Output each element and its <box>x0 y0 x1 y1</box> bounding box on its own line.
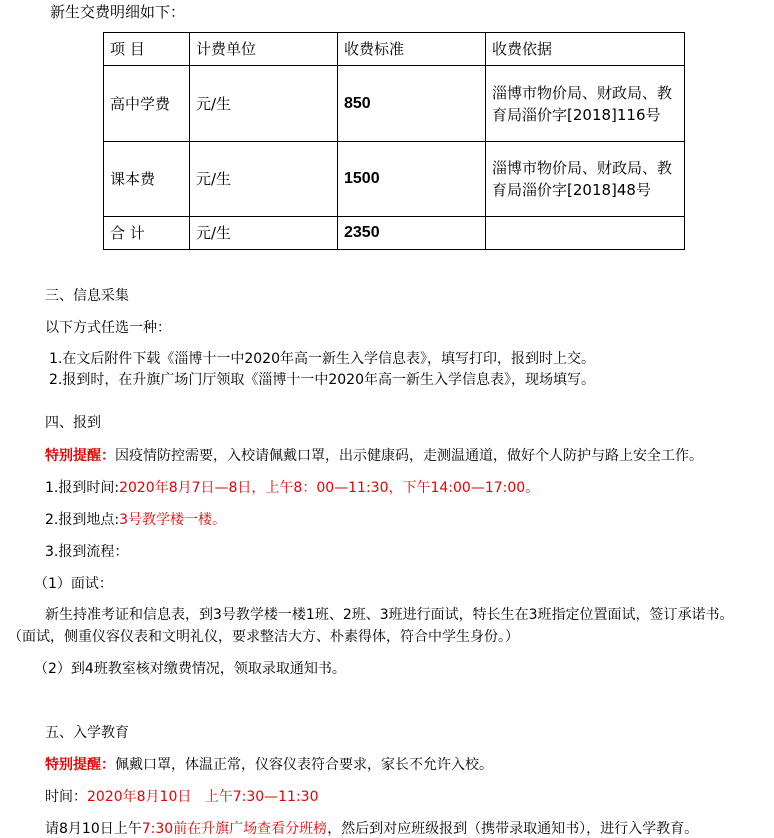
report-time-label: 1.报到时间: <box>45 480 120 496</box>
cell-basis <box>486 66 685 142</box>
education-time-label: 时间： <box>45 789 87 805</box>
report-place-value: 3号教学楼一楼。 <box>119 512 226 528</box>
reminder-text: 因疫情防控需要，入校请佩戴口罩，出示健康码，走测温通道，做好个人防护与路上安全工作。 <box>115 448 703 464</box>
instruction-part-1: 请8月10日上午 <box>45 821 142 837</box>
table-row <box>104 217 685 250</box>
basis-text: 淄博市物价局、财政局、教育局淄价字[2018]48号 <box>492 159 673 199</box>
section5-title: 五、入学教育 <box>45 725 129 741</box>
report-process: 3.报到流程： <box>45 544 129 560</box>
education-time <box>45 788 319 806</box>
table-row <box>104 66 685 142</box>
cell-amount: 1500 <box>338 142 486 217</box>
fee-intro: 新生交费明细如下： <box>50 3 186 21</box>
section3-title: 三、信息采集 <box>45 288 129 304</box>
step1-note: （面试，侧重仪容仪表和文明礼仪，要求整洁大方、朴素得体，符合中学生身份。） <box>8 629 519 645</box>
header-unit: 计费单位 <box>190 33 338 66</box>
header-amount: 收费标准 <box>338 33 486 66</box>
report-place <box>45 511 226 529</box>
section3-lead: 以下方式任选一种： <box>45 320 171 336</box>
section3-item-2: 2.报到时，在升旗广场门厅领取《淄博十一中2020年高一新生入学信息表》，现场填写。 <box>49 372 595 388</box>
cell-amount: 2350 <box>338 217 486 250</box>
cell-item: 合 计 <box>104 217 190 250</box>
fee-table <box>103 32 685 250</box>
cell-basis <box>486 217 685 250</box>
basis-text: 淄博市物价局、财政局、教育局淄价字[2018]116号 <box>492 83 673 124</box>
instruction-part-3: ，然后到对应班级报到（携带录取通知书），进行入学教育。 <box>327 821 699 837</box>
cell-unit: 元/生 <box>190 142 338 217</box>
report-time <box>45 479 539 497</box>
table-row <box>104 142 685 217</box>
header-item: 项 目 <box>104 33 190 66</box>
report-time-value: 2020年8月7日—8日，上午8：00—11:30，下午14:00—17:00。 <box>119 480 540 496</box>
report-place-label: 2.报到地点: <box>45 512 120 528</box>
header-basis: 收费依据 <box>486 33 685 66</box>
table-header-row <box>104 33 685 66</box>
education-instruction <box>45 820 698 838</box>
cell-item: 高中学费 <box>104 66 190 142</box>
cell-item: 课本费 <box>104 142 190 217</box>
cell-amount: 850 <box>338 66 486 142</box>
step2-text: （2）到4班教室核对缴费情况，领取录取通知书。 <box>34 661 346 677</box>
reminder-label: 特别提醒： <box>45 757 115 773</box>
step1-text: 新生持准考证和信息表，到3号教学楼一楼1班、2班、3班进行面试，特长生在3班指定位置面试，签订承诺书。 <box>45 607 734 623</box>
education-time-value: 2020年8月10日 上午7:30—11:30 <box>87 789 319 805</box>
cell-basis <box>486 142 685 217</box>
step1-title: （1）面试： <box>34 576 113 592</box>
cell-unit: 元/生 <box>190 66 338 142</box>
reminder-text: 佩戴口罩，体温正常，仪容仪表符合要求，家长不允许入校。 <box>115 757 493 773</box>
cell-unit: 元/生 <box>190 217 338 250</box>
section3-item-1: 1.在文后附件下载《淄博十一中2020年高一新生入学信息表》，填写打印，报到时上交。 <box>49 351 595 367</box>
reminder-label: 特别提醒： <box>45 448 115 464</box>
section4-title: 四、报到 <box>45 415 101 431</box>
section5-reminder <box>45 756 493 774</box>
instruction-part-2: 7:30前在升旗广场查看分班榜 <box>141 821 328 837</box>
section4-reminder <box>45 447 703 465</box>
